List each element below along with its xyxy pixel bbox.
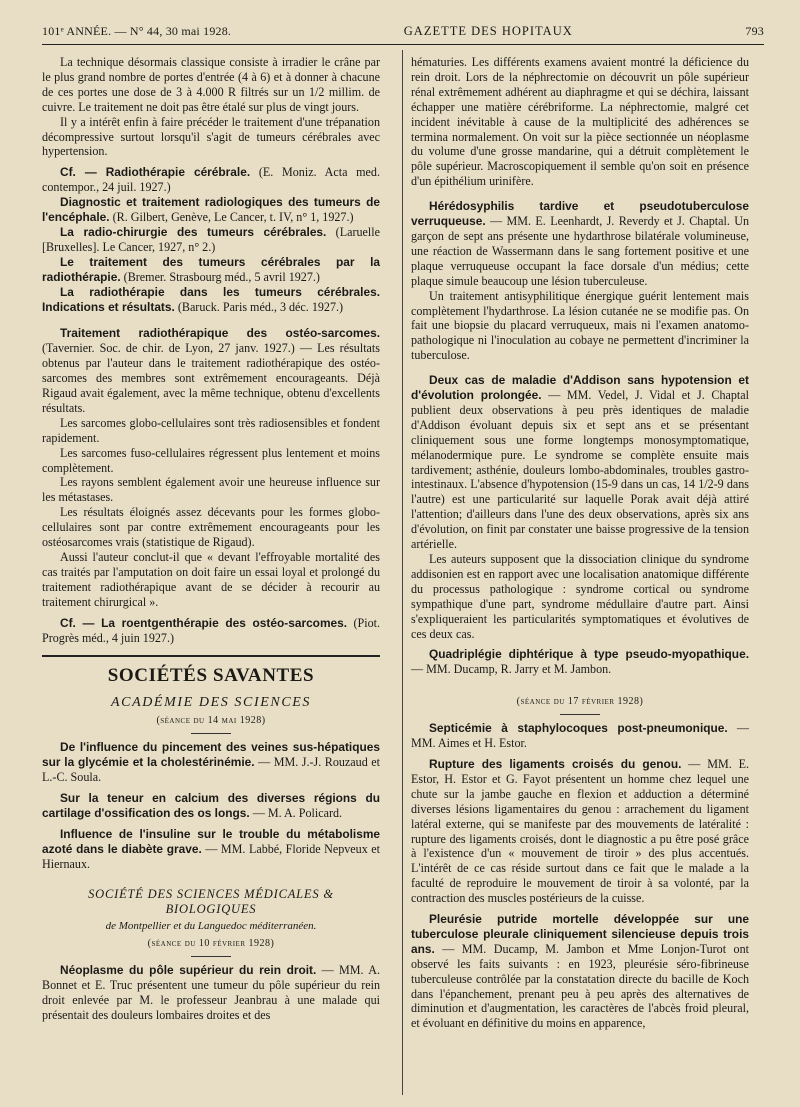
session-date: (séance du 17 février 1928) [516,696,644,708]
entry-text: — MM. Vedel, J. Vidal et J. Chaptal publient deux observations à peu près identiques de maladie d'Addison évoluant depuis six et sept ans et se présentant cliniquement sous une forme longtemps monosymptomatique, mélanodermique pure. Le syndrome se complète ensuite mais tardivement; asthénie, douleurs lombo-abdominales, troubles gastro-intestinaux. L'absence d'hypotension (15-9 dans un cas, 14 1/2-9 dans l'autre) est une particularité sur laquelle Porak avait déjà attiré l'attention; d'ailleurs dans l'une des deux observations, après six ans d'évolution, on finit par constater une baisse progressive de la tension artérielle. [411,388,749,552]
entry-authors: — MM. Labbé, Floride Nepveux et Hiernaux. [42,841,380,871]
section-heading: SOCIÉTÉS SAVANTES [42,655,380,684]
paragraph: Les sarcomes globo-cellulaires sont très radiosensibles et fondent rapidement. [42,415,380,445]
entry-title: Traitement radiothérapique des ostéo-sarcomes. [60,326,380,341]
entry-title: La radio-chirurgie des tumeurs cérébrales. [60,224,327,239]
entry-title: Septicémie à staphylocoques post-pneumonique. [429,721,728,736]
entry-ref: (Laruelle [Bruxelles]. Le Cancer, 1927, n° 2.) [42,224,380,254]
entry-title: Hérédosyphilis tardive et pseudotuberculose verruqueuse. [411,199,749,229]
paragraph: Aussi l'auteur conclut-il que « devant l'effroyable mortalité des cas traités par l'amputation on doit faire un essai loyal et prolongé du traitement radiothérapique avant de se décider à recourir au traitement chirurgical ». [42,550,380,609]
society-subheading: de Montpellier et du Languedoc méditerranéen. [105,920,317,933]
journal-title: GAZETTE DES HOPITAUX [403,23,573,38]
paragraph: Un traitement antisyphilitique énergique guérit lentement mais complètement l'hydarthrose. La lésion cutanée ne se modifie pas. On fait une biopsie du placard verruqueux, mais ni l'examen anatomo-pathologique ni l'inoculation au cobaye ne permettent d'incriminer la tuberculose. [411,288,749,363]
entry-title: Influence de l'insuline sur le trouble du métabolisme azoté dans le diabète grave. [42,826,380,856]
entry-ref: (R. Gilbert, Genève, Le Cancer, t. IV, n° 1, 1927.) [112,210,354,225]
short-rule [191,733,231,734]
short-rule [191,956,231,957]
entry-text: — MM. A. Bonnet et E. Truc présentent une tumeur du pôle supérieur du rein droit enlevée par M. le professeur Jeanbrau à une malade qui présentait des douleurs lombaires droites et des [42,963,380,1022]
right-column [411,55,749,1031]
society-heading: SOCIÉTÉ DES SCIENCES MÉDICALES & BIOLOGIQUES [88,887,334,917]
communication-entry [411,647,749,677]
reference-entry [42,285,380,315]
entry-authors: — MM. Aimes et H. Estor. [411,721,750,751]
entry-title: Rupture des ligaments croisés du genou. [429,756,682,771]
entry-title: La radiothérapie dans les tumeurs cérébrales. Indications et résultats. [42,284,380,314]
reference-entry [42,616,380,646]
entry-title: Diagnostic et traitement radiologiques des tumeurs de l'encéphale. [42,195,380,225]
communication-entry [411,199,749,288]
page-number: 793 [745,23,764,38]
entry-title: De l'influence du pincement des veines sus-hépatiques sur la glycémie et la cholestérinémie. [42,740,380,770]
paragraph: Les sarcomes fuso-cellulaires régressent plus lentement et moins complètement. [42,445,380,475]
reference-entry [42,225,380,255]
issue-info: 101ᵉ ANNÉE. — N° 44, 30 mai 1928. [42,23,232,38]
entry-text: (Tavernier. Soc. de chir. de Lyon, 27 janv. 1927.) — Les résultats obtenus par l'auteur dans le traitement radiothérapique des ostéo-sarcomes des membres sont extrêmement encourageants. Déjà Rigaud avait également, avec la même technique, obtenu d'excellents résultats. [42,341,380,415]
entry-title: Pleurésie putride mortelle développée sur une tuberculose pleurale cliniquement silencieuse depuis trois ans. [411,912,749,956]
entry-title: Néoplasme du pôle supérieur du rein droit. [60,963,317,978]
entry-title: Cf. — La roentgenthérapie des ostéo-sarcomes. [60,615,348,630]
header-rule [42,44,764,45]
communication-entry [42,740,380,785]
entry-ref: (Bremer. Strasbourg méd., 5 avril 1927.) [123,269,320,284]
communication-entry [411,721,749,751]
paragraph: Les rayons semblent également avoir une heureuse influence sur les métastases. [42,475,380,505]
paragraph: La technique désormais classique consiste à irradier le crâne par le plus grand nombre de portes d'entrée (4 à 6) et à donner à chacune de ces portes une dose de 3 à 4.000 R filtrés sur un 1/2 millim. de cuivre. Le traitement ne doit pas être étalé sur plus de vingt jours. [42,55,380,114]
communication-entry [42,791,380,821]
communication-entry [42,827,380,872]
communication-entry [411,757,749,906]
entry-title: Sur la teneur en calcium des diverses régions du cartilage d'ossification des os longs. [42,790,380,820]
left-column [42,55,380,1023]
communication-entry [42,963,380,1023]
entry-text: — MM. E. Leenhardt, J. Reverdy et J. Chaptal. Un garçon de sept ans présente une hydarthrose bilatérale volumineuse, une réaction de Wassermann dans le sang fortement positive et une plaque verruqueuse occupant la face dorsale d'un médius; cette plaque simule beaucoup une lésion tuberculeuse. [411,214,749,288]
entry-title: Cf. — Radiothérapie cérébrale. [60,165,251,180]
page-header [42,20,764,42]
column-divider [402,50,403,1095]
communication-entry [411,912,749,1031]
paragraph: hématuries. Les différents examens avaient montré la déficience du rein droit. Lors de la néphrectomie on découvrit un pôle supérieur rénal extrêmement adhérent au diaphragme et qui se déchira, laissant échapper une matière cérébriforme. La néphrectomie, malgré cet incident inévitable à cause de la multiplicité des adhérences se termina normalement. On voit sur la pièce sectionnée un néoplasme du volume d'une grosse mandarine, qui a détruit complètement le pôle supérieur. Macroscopiquement il semble qu'on soit en présence d'un épithélium urinifère. [411,55,749,189]
entry-text: — MM. E. Estor, H. Estor et G. Fayot présentent un homme chez lequel une chute sur la jambe gauche en flexion et adduction a déterminé diverses lésions ligamentaires du genou : arrachement du ligament latéral externe, qui se manifeste par des mouvements de latéralité : rupture des ligaments croisés, dont le diagnostic a pu être posé grâce à l'existence d'un « mouvement de tiroir » des plus accentués. L'intérêt de ce cas réside surtout dans ce fait que le malade a la faculté de reproduire le mouvement de tiroir à sa volonté, par la contraction des muscles postérieurs de la cuisse. [411,756,749,906]
society-heading: ACADÉMIE DES SCIENCES [110,695,312,711]
reference-entry [42,195,380,225]
communication-entry [411,373,749,552]
entry-ref: (Piot. Progrès méd., 4 juin 1927.) [42,615,380,645]
entry-authors: — MM. Ducamp, R. Jarry et M. Jambon. [411,662,612,677]
entry-title: Quadriplégie diphtérique à type pseudo-myopathique. [429,647,749,662]
session-date: (séance du 10 février 1928) [147,938,275,950]
entry-text: — MM. Ducamp, M. Jambon et Mme Lonjon-Turot ont observé les faits suivants : en 1923, pleurésie séro-fibrineuse tuberculeuse contrôlée par la constatation directe du bacille de Koch dans l'épanchement, prenant peu à peu après des alternatives de diminution et d'augmentation, les caractères de l'abcès froid pleural, et évoluant en définitive du moins en apparence, [411,941,749,1031]
paragraph: Les résultats éloignés assez décevants pour les formes globo-cellulaires sont par contre extrêmement encourageants pour les ostéosarcomes vrais (statistique de Rigaud). [42,505,380,550]
entry-ref: (E. Moniz. Acta med. contempor., 24 juil. 1927.) [42,165,380,195]
reference-entry [42,165,380,195]
entry-authors: — MM. J.-J. Rouzaud et L.-C. Soula. [42,755,380,784]
short-rule [560,714,600,715]
paragraph: Il y a intérêt enfin à faire précéder le traitement d'une trépanation décompressive surtout lorsqu'il s'agit de tumeurs cérébrales avec hypertension. [42,114,380,159]
paragraph: Les auteurs supposent que la dissociation clinique du syndrome addisonien est en rapport avec une localisation anatomique différente du processus pathologique : syndrome cortical ou syndrome sympathique d'une part, syndrome médullaire d'autre part. Ainsi s'expliqueraient les particularités symptomatiques et évolutives de ces deux cas. [411,552,749,641]
session-date: (séance du 14 mai 1928) [156,715,266,727]
entry-title: Le traitement des tumeurs cérébrales par la radiothérapie. [42,254,380,284]
article-entry [42,326,380,415]
reference-entry [42,255,380,285]
entry-ref: (Baruck. Paris méd., 3 déc. 1927.) [177,299,344,314]
entry-authors: — M. A. Policard. [252,805,343,820]
entry-title: Deux cas de maladie d'Addison sans hypotension et d'évolution prolongée. [411,373,749,403]
